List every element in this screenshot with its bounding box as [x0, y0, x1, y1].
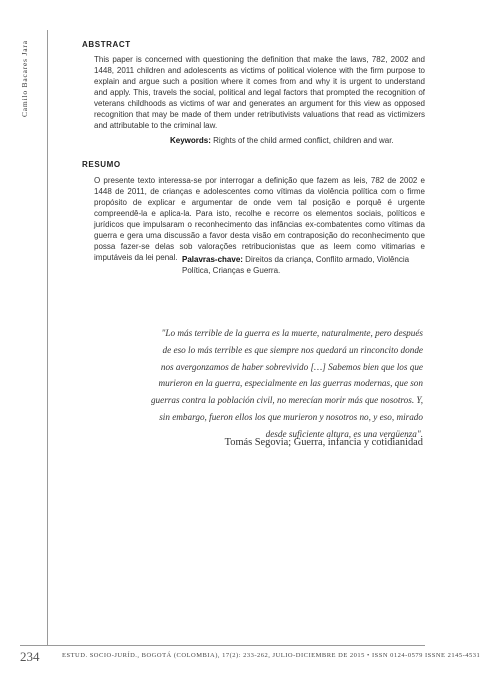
- epigraph-line: guerras contra la población civil, no merecían morir más que nosotros. Y,: [150, 395, 423, 406]
- footer-rule: [20, 645, 425, 646]
- epigraph-line: de eso lo más terrible es que siempre nos quedará un rinconcito donde: [162, 344, 423, 355]
- resumo-keywords-text: Direitos da criança, Conflito armado, Violência Política, Crianças e Guerra.: [182, 255, 410, 275]
- abstract-keywords-label: Keywords:: [170, 136, 211, 145]
- footer-citation: ESTUD. SOCIO-JURÍD., BOGOTÁ (COLOMBIA), 17(2): 233-262, JULIO-DICIEMBRE DE 2015 • ISSN 0124-0579 ISSNE 2145-4531: [62, 652, 481, 659]
- epigraph-line: sin embargo, fueron ellos los que murieron y nosotros no, y eso, mirado: [159, 411, 423, 422]
- left-vertical-rule: [47, 30, 48, 645]
- epigraph-line: "Lo más terrible de la guerra es la muerte, naturalmente, pero después: [161, 328, 423, 338]
- abstract-heading: ABSTRACT: [82, 40, 131, 49]
- epigraph-quote: [138, 325, 423, 443]
- resumo-keywords: [182, 254, 425, 276]
- abstract-text: This paper is concerned with questioning the definition that make the laws, 782, 2002 and 1448, 2011 children and adolescents as victims of political violence with the firm purpose to explain and argue such a position where it comes from and why it is urgent to understand and apply. This, travels the social, political and legal factors that prompted the recognition of veterans childhoods as victims of war and generates an argument for this view as opposed recognition that may be made of them under retributivists valuations that read as victimizers and attributable to the criminal law.: [94, 55, 425, 130]
- abstract-keywords-text: Rights of the child armed conflict, children and war.: [213, 136, 394, 145]
- running-head-author: Camilo Bacares Jara: [20, 40, 29, 117]
- epigraph-line: desde suficiente altura, es una vergüenza".: [265, 428, 423, 439]
- epigraph-line: nos avergonzamos de haber sobrevivido […] Sabemos bien que los que: [160, 361, 423, 372]
- resumo-heading: RESUMO: [82, 160, 121, 169]
- resumo-text: O presente texto interessa-se por interrogar a definição que fazem as leis, 782 de 2002 e 1448 de 2011, de crianças e adolescentes como vítimas da violência política com o firme propósito de explicar e argumentar de onde vem tal posição e porquê é urgente compreendê-la e aplica-la. Para isto, recolhe e recorre os elementos sociais, políticos e jurídicos que impulsaram o reconhecimento das infâncias ex-combatentes como vítimas da guerra e gera uma discussão a favor desta visão em contraposição do reconhecimento que possa fazer-se delas sob valorações retribucionistas que as leem como vitimarias e imputáveis da lei penal.: [94, 176, 425, 262]
- abstract-keywords: [170, 135, 425, 146]
- epigraph-line: murieron en la guerra, especialmente en las guerras modernas, que son: [158, 378, 423, 389]
- page-number: 234: [20, 649, 40, 664]
- epigraph-source: Tomás Segovia; Guerra, infancia y cotidianidad: [224, 437, 423, 448]
- resumo-keywords-label: Palavras-chave:: [182, 255, 243, 264]
